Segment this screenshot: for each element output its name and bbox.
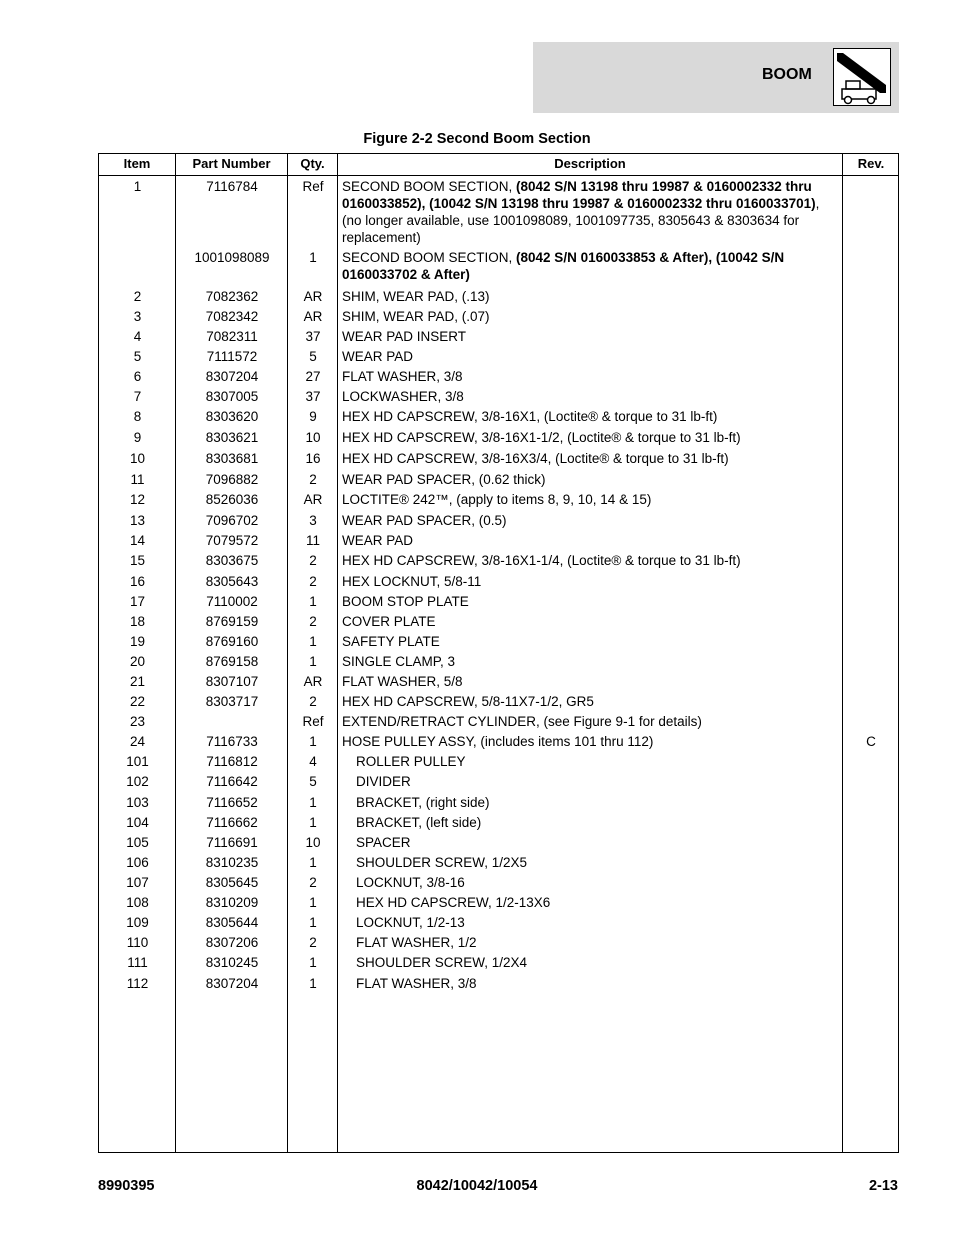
row-item: 14 xyxy=(129,533,146,548)
row-part-number: 7116652 xyxy=(206,795,258,810)
row-qty: 37 xyxy=(305,329,321,344)
row-description: SAFETY PLATE xyxy=(342,634,440,649)
row-item: 10 xyxy=(129,451,146,466)
column-divider xyxy=(842,154,843,1152)
row-qty: 1 xyxy=(309,915,317,930)
row-qty: AR xyxy=(303,674,323,689)
header-part-number: Part Number xyxy=(192,156,271,171)
row-item: 11 xyxy=(130,472,145,487)
row-qty: 2 xyxy=(309,935,317,950)
row-part-number: 8303621 xyxy=(205,430,259,445)
row-description: SHOULDER SCREW, 1/2X5 xyxy=(356,855,528,870)
row-description: FLAT WASHER, 5/8 xyxy=(342,674,463,689)
row-qty: 1 xyxy=(309,955,317,970)
row-qty: AR xyxy=(303,492,323,507)
row-description: FLAT WASHER, 3/8 xyxy=(356,976,477,991)
row-part-number: 7116662 xyxy=(206,815,258,830)
row-rev: C xyxy=(866,734,876,749)
row-qty: 1 xyxy=(309,654,317,669)
row-item: 7 xyxy=(133,389,142,404)
row-part-number: 7116784 xyxy=(206,179,258,194)
row-description: WEAR PAD SPACER, (0.62 thick) xyxy=(342,472,546,487)
row-part-number: 8310245 xyxy=(205,955,259,970)
row-part-number: 8305645 xyxy=(205,875,259,890)
row-item: 107 xyxy=(126,875,149,890)
row-description: HEX HD CAPSCREW, 3/8-16X1, (Loctite® & torque to 31 lb-ft) xyxy=(342,409,718,424)
row-qty: 1 xyxy=(309,855,317,870)
row-item: 108 xyxy=(126,895,149,910)
row-item: 3 xyxy=(133,309,142,324)
row-item: 20 xyxy=(129,654,146,669)
row-description: WEAR PAD xyxy=(342,349,414,364)
header-divider xyxy=(99,175,898,176)
row-qty: 9 xyxy=(309,409,317,424)
row-part-number: 8310209 xyxy=(205,895,259,910)
row-description: BRACKET, (left side) xyxy=(356,815,482,830)
row-qty: 16 xyxy=(305,451,321,466)
row-qty: 1 xyxy=(309,634,317,649)
row-qty: 2 xyxy=(309,614,317,629)
row-description: LOCKNUT, 3/8-16 xyxy=(356,875,465,890)
row-item: 2 xyxy=(133,289,142,304)
row-item: 23 xyxy=(129,714,146,729)
header-item: Item xyxy=(123,156,151,171)
row-item: 5 xyxy=(133,349,142,364)
row-description: SHIM, WEAR PAD, (.13) xyxy=(342,289,490,304)
row-qty: 1 xyxy=(309,895,317,910)
row-part-number: 8307005 xyxy=(205,389,259,404)
description-segment: SECOND BOOM SECTION, xyxy=(342,250,517,265)
description-segment: (8042 S/N 13198 thru 19987 & 0160002332 thru 0160033852), (10042 S/N 13198 thru 19987 & 0160002332 thru 0160033701) xyxy=(342,179,816,211)
row-qty: 1 xyxy=(309,795,317,810)
row-description: WEAR PAD xyxy=(342,533,414,548)
row-qty: AR xyxy=(303,309,323,324)
row-description: ROLLER PULLEY xyxy=(356,754,466,769)
row-description: HEX LOCKNUT, 5/8-11 xyxy=(342,574,482,589)
row-item: 18 xyxy=(129,614,146,629)
row-item: 112 xyxy=(126,976,149,991)
row-item: 101 xyxy=(126,754,149,769)
header-description: Description xyxy=(554,156,626,171)
header-rev: Rev. xyxy=(857,156,885,171)
row-part-number: 8307107 xyxy=(205,674,259,689)
row-part-number: 8305644 xyxy=(205,915,259,930)
row-part-number: 7082362 xyxy=(205,289,259,304)
row-item: 105 xyxy=(126,835,149,850)
row-part-number: 7096882 xyxy=(205,472,259,487)
row-part-number: 7082342 xyxy=(205,309,259,324)
row-qty: 10 xyxy=(305,430,321,445)
row-part-number: 8303681 xyxy=(205,451,259,466)
row-part-number: 8303717 xyxy=(205,694,259,709)
row-part-number: 8307206 xyxy=(205,935,259,950)
row-part-number: 8769159 xyxy=(205,614,259,629)
row-part-number: 7096702 xyxy=(205,513,259,528)
row-description: HEX HD CAPSCREW, 3/8-16X1-1/2, (Loctite® & torque to 31 lb-ft) xyxy=(342,430,741,445)
row-qty: 2 xyxy=(309,694,317,709)
row-item: 24 xyxy=(129,734,146,749)
row-qty: Ref xyxy=(302,179,324,194)
row-item: 106 xyxy=(126,855,149,870)
row-description xyxy=(342,178,838,246)
row-item: 12 xyxy=(129,492,146,507)
row-part-number: 7082311 xyxy=(206,329,258,344)
row-item: 103 xyxy=(126,795,149,810)
row-item: 21 xyxy=(129,674,146,689)
row-qty: Ref xyxy=(302,714,324,729)
row-qty: 5 xyxy=(309,349,317,364)
row-description: LOCTITE® 242™, (apply to items 8, 9, 10, 14 & 15) xyxy=(342,492,652,507)
row-part-number: 8303675 xyxy=(205,553,259,568)
row-part-number: 8769160 xyxy=(205,634,259,649)
row-description xyxy=(342,249,838,283)
row-description: WEAR PAD SPACER, (0.5) xyxy=(342,513,507,528)
row-description: HEX HD CAPSCREW, 3/8-16X1-1/4, (Loctite® & torque to 31 lb-ft) xyxy=(342,553,741,568)
row-item: 1 xyxy=(133,179,142,194)
row-item: 17 xyxy=(129,594,146,609)
row-part-number: 7116691 xyxy=(206,835,258,850)
row-item: 13 xyxy=(129,513,146,528)
row-qty: 1 xyxy=(309,734,317,749)
header-qty: Qty. xyxy=(300,156,325,171)
row-qty: 2 xyxy=(309,574,317,589)
row-qty: 11 xyxy=(305,533,320,548)
parts-table xyxy=(98,153,899,1153)
row-qty: 2 xyxy=(309,553,317,568)
row-part-number: 8307204 xyxy=(205,369,259,384)
row-qty: AR xyxy=(303,289,323,304)
row-description: LOCKNUT, 1/2-13 xyxy=(356,915,465,930)
row-qty: 37 xyxy=(305,389,321,404)
row-description: BRACKET, (right side) xyxy=(356,795,490,810)
footer-models: 8042/10042/10054 xyxy=(416,1178,538,1194)
row-item: 8 xyxy=(133,409,142,424)
figure-title: Figure 2-2 Second Boom Section xyxy=(363,131,591,147)
row-description: SPACER xyxy=(356,835,411,850)
row-qty: 4 xyxy=(309,754,317,769)
row-description: LOCKWASHER, 3/8 xyxy=(342,389,464,404)
row-qty: 10 xyxy=(305,835,321,850)
description-segment: , (no longer available, use 1001098089, 1001097735, 8305643 & 8303634 for replacement) xyxy=(342,196,820,245)
row-description: FLAT WASHER, 1/2 xyxy=(356,935,477,950)
row-part-number: 8307204 xyxy=(205,976,259,991)
footer-doc-number: 8990395 xyxy=(98,1178,155,1194)
description-segment: (8042 S/N 0160033853 & After), (10042 S/N 0160033702 & After) xyxy=(342,250,785,282)
row-qty: 3 xyxy=(309,513,317,528)
row-item: 15 xyxy=(129,553,146,568)
row-part-number: 7116642 xyxy=(206,774,258,789)
row-qty: 2 xyxy=(309,472,317,487)
row-item: 9 xyxy=(133,430,142,445)
row-description: HEX HD CAPSCREW, 1/2-13X6 xyxy=(356,895,551,910)
row-description: HEX HD CAPSCREW, 5/8-11X7-1/2, GR5 xyxy=(342,694,594,709)
row-part-number: 1001098089 xyxy=(194,250,270,265)
section-title: BOOM xyxy=(762,66,812,83)
row-description: SHIM, WEAR PAD, (.07) xyxy=(342,309,490,324)
row-description: HOSE PULLEY ASSY, (includes items 101 thru 112) xyxy=(342,734,654,749)
row-item: 111 xyxy=(127,955,148,970)
row-description: EXTEND/RETRACT CYLINDER, (see Figure 9-1 for details) xyxy=(342,714,702,729)
row-item: 4 xyxy=(133,329,142,344)
row-part-number: 8769158 xyxy=(205,654,259,669)
row-part-number: 8526036 xyxy=(205,492,259,507)
row-item: 109 xyxy=(126,915,149,930)
row-item: 104 xyxy=(126,815,149,830)
row-item: 19 xyxy=(129,634,146,649)
row-description: SHOULDER SCREW, 1/2X4 xyxy=(356,955,528,970)
footer-page-number: 2-13 xyxy=(868,1178,898,1194)
row-description: WEAR PAD INSERT xyxy=(342,329,467,344)
row-item: 110 xyxy=(126,935,149,950)
row-part-number: 7116733 xyxy=(206,734,258,749)
row-part-number: 8303620 xyxy=(205,409,259,424)
row-qty: 1 xyxy=(309,815,317,830)
row-qty: 1 xyxy=(309,976,317,991)
row-qty: 1 xyxy=(309,594,317,609)
row-description: DIVIDER xyxy=(356,774,411,789)
boom-machine-icon xyxy=(833,48,891,106)
row-part-number: 7110002 xyxy=(206,594,258,609)
row-part-number: 7116812 xyxy=(206,754,258,769)
row-description: HEX HD CAPSCREW, 3/8-16X3/4, (Loctite® & torque to 31 lb-ft) xyxy=(342,451,729,466)
row-part-number: 8305643 xyxy=(205,574,259,589)
row-qty: 1 xyxy=(309,250,317,265)
row-description: BOOM STOP PLATE xyxy=(342,594,469,609)
description-segment: SECOND BOOM SECTION, xyxy=(342,179,517,194)
row-item: 102 xyxy=(126,774,149,789)
row-qty: 5 xyxy=(309,774,317,789)
row-part-number: 7111572 xyxy=(206,349,258,364)
row-part-number: 8310235 xyxy=(205,855,259,870)
row-description: COVER PLATE xyxy=(342,614,436,629)
row-qty: 2 xyxy=(309,875,317,890)
row-description: FLAT WASHER, 3/8 xyxy=(342,369,463,384)
row-qty: 27 xyxy=(305,369,321,384)
row-item: 16 xyxy=(129,574,146,589)
row-part-number: 7079572 xyxy=(205,533,259,548)
row-item: 6 xyxy=(133,369,142,384)
row-description: SINGLE CLAMP, 3 xyxy=(342,654,456,669)
row-item: 22 xyxy=(129,694,146,709)
